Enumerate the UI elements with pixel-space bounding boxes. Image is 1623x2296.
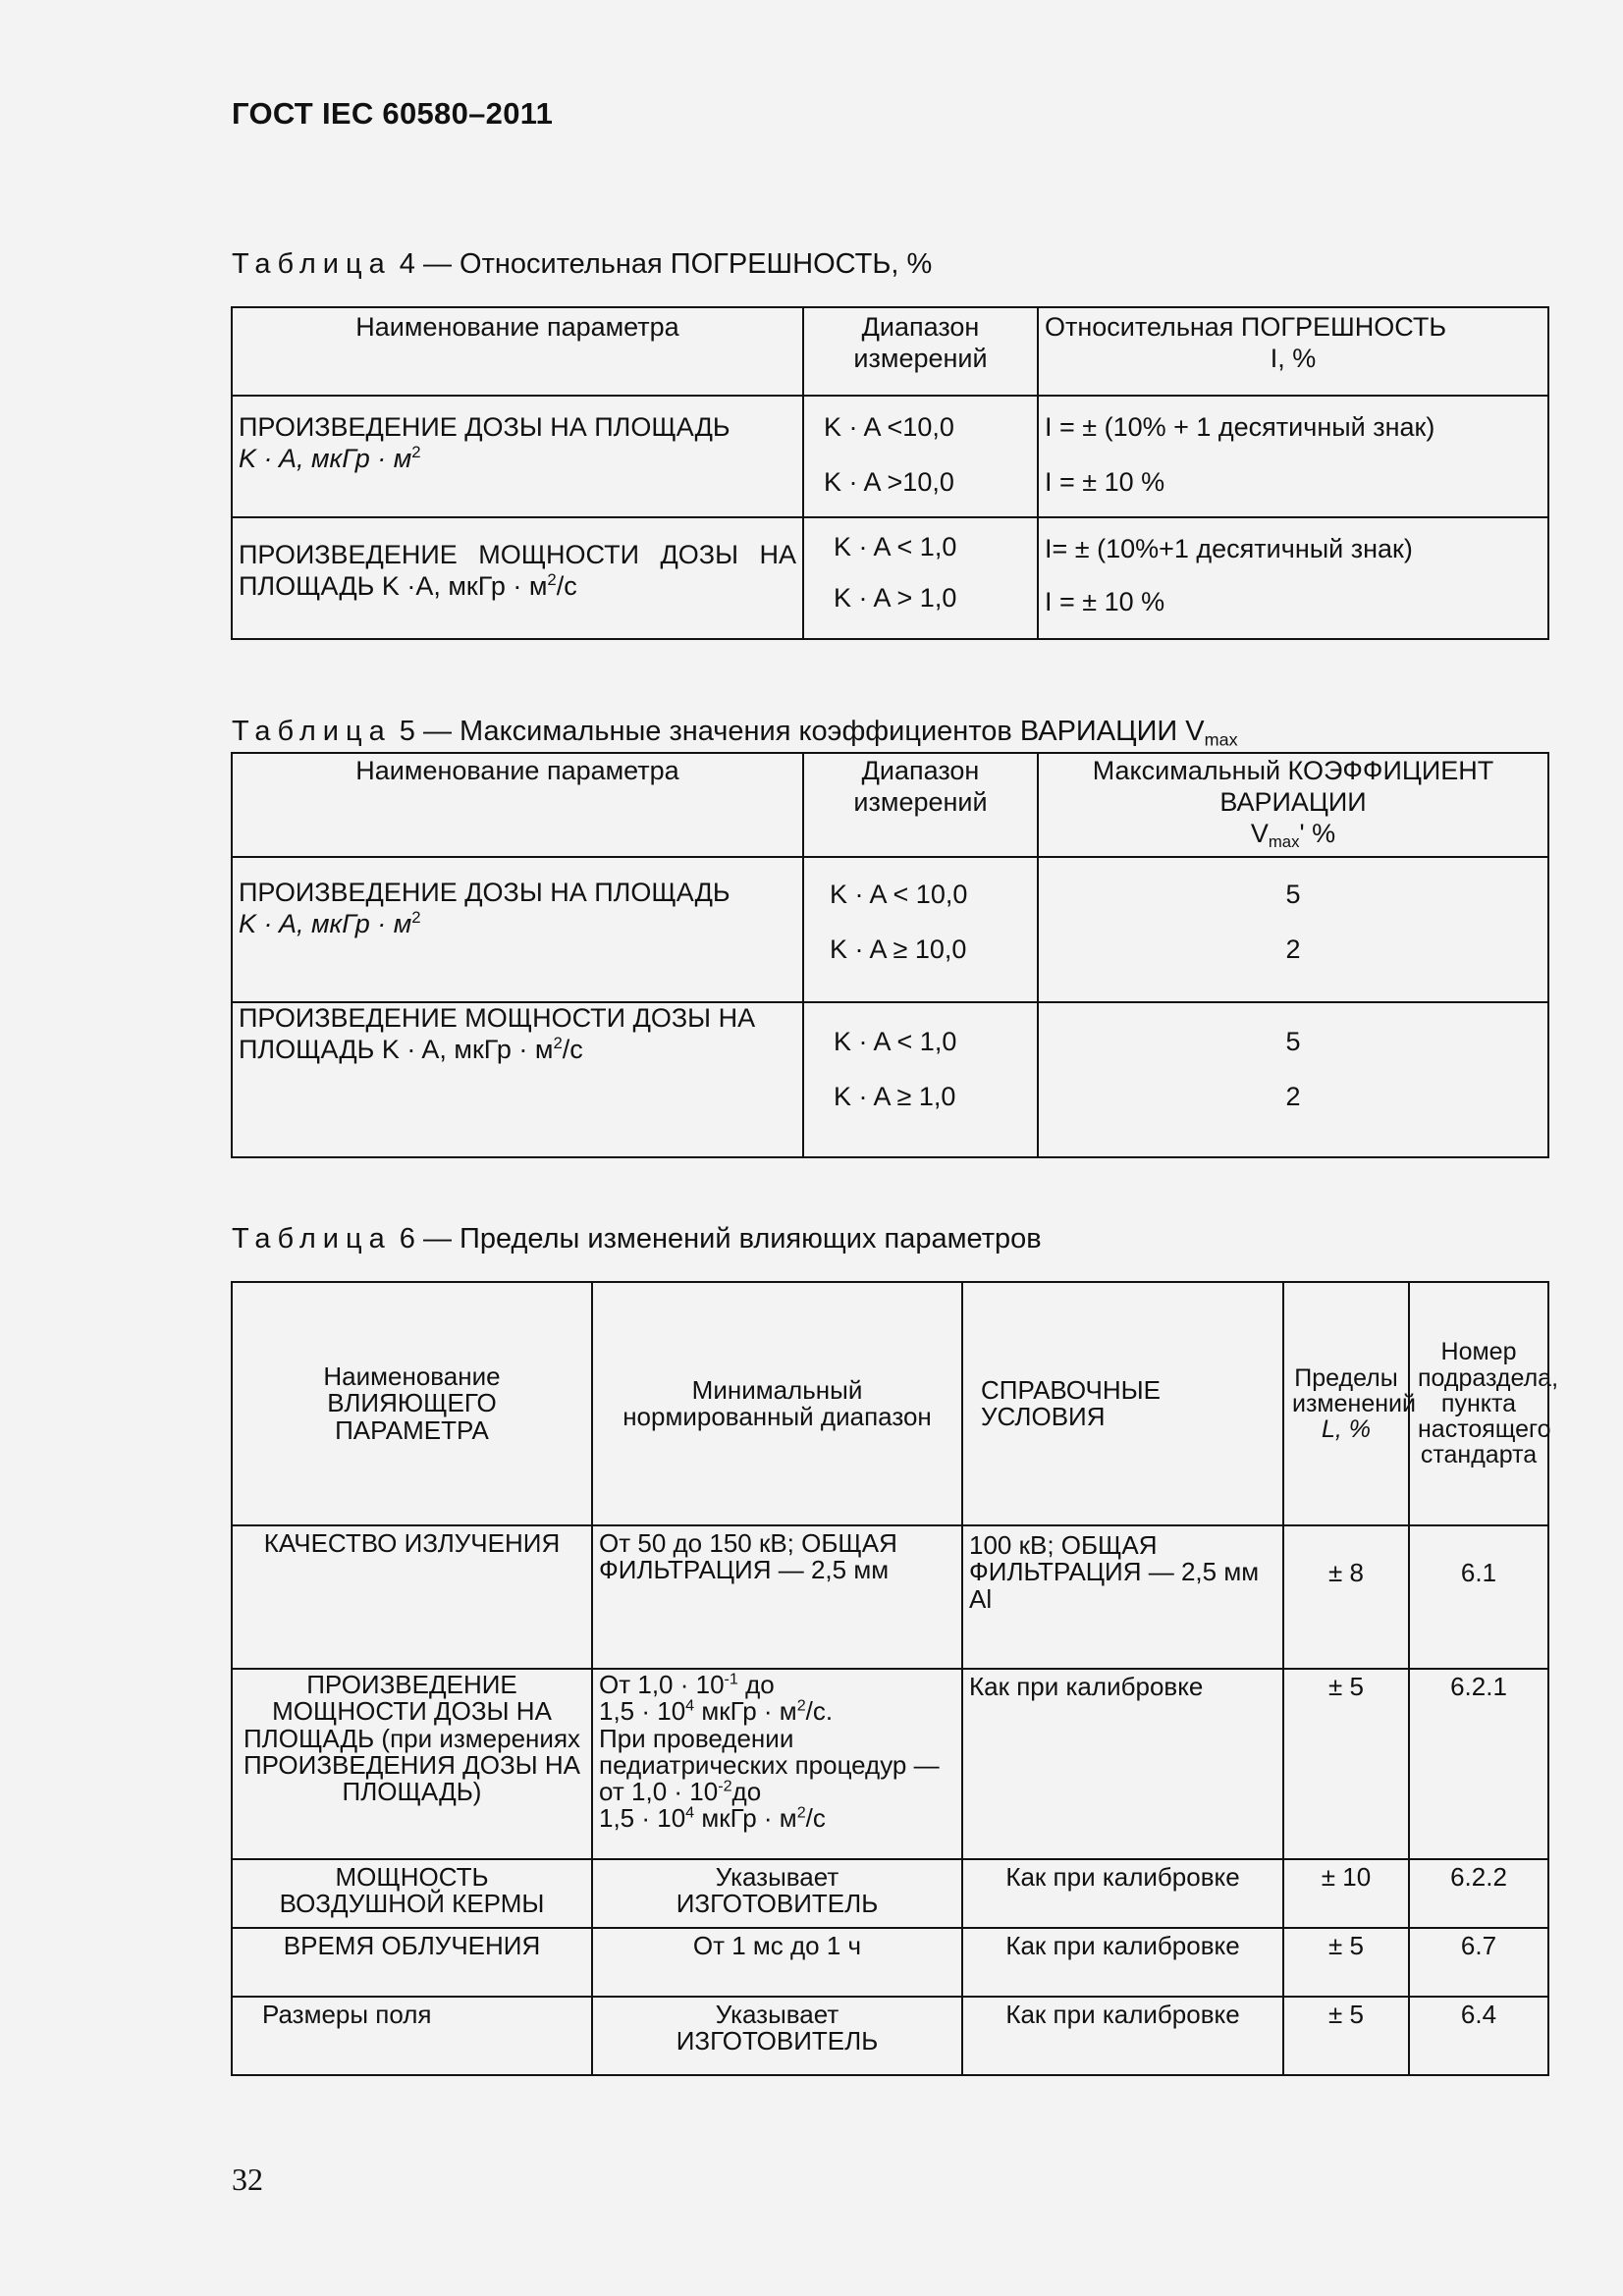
table5-caption-text: 5 — Максимальные значения коэффициентов ВАРИАЦИИ V [399, 716, 1205, 747]
table6-row2-clause: 6.2.1 [1409, 1669, 1548, 1859]
table-row [232, 857, 1548, 1002]
table5 [231, 752, 1549, 1158]
error-value: I = ± 10 % [1045, 586, 1165, 616]
document-header: ГОСТ IEC 60580–2011 [232, 96, 554, 131]
range-line: При проведении педиатрических процедур — [599, 1723, 940, 1780]
table-row [232, 517, 1548, 639]
table6-header-limits [1283, 1282, 1416, 1525]
table6-header-clause: Номер подраздела, пункта настоящего стандарта [1409, 1282, 1548, 1525]
table5-header-param: Наименование параметра [232, 753, 803, 857]
param-line2: K · A, мкГр · $м^2$ [239, 907, 421, 938]
table6-header-limits-title: Пределы изменений [1292, 1363, 1416, 1417]
table6-row4-range: От 1 мс до 1 ч [592, 1928, 962, 1997]
range-value: K · A > 1,0 [834, 582, 957, 613]
table6-row1-limits: ± 8 [1283, 1525, 1409, 1669]
table6-row3-range: Указывает ИЗГОТОВИТЕЛЬ [592, 1859, 962, 1928]
table6-header-param: Наименование ВЛИЯЮЩЕГО ПАРАМЕТРА [232, 1282, 592, 1525]
table-row [232, 1859, 1548, 1928]
table6-row1-clause: 6.1 [1409, 1525, 1548, 1669]
range-value: K · A ≥ 1,0 [834, 1081, 956, 1111]
table6-row3-ref: Как при калибровке [962, 1859, 1283, 1928]
table5-header-row [232, 753, 1548, 857]
table6-row2-limits: ± 5 [1283, 1669, 1409, 1859]
param-line1: ПРОИЗВЕДЕНИЕ МОЩНОСТИ ДОЗЫ НА [239, 1003, 756, 1033]
table-row [232, 1669, 1548, 1859]
table4-row2-range [803, 517, 1038, 639]
table6-row5-param: Размеры поля [232, 1997, 592, 2075]
table4-header-error-unit: I, % [1270, 343, 1317, 373]
param-line2: ПЛОЩАДЬ K ·A, мкГр · $м^2/с$ [239, 569, 577, 601]
table4-row2-error [1038, 517, 1548, 639]
range-value: K · A >10,0 [824, 466, 954, 497]
table6-row4-ref: Как при калибровке [962, 1928, 1283, 1997]
table6-caption-word: Таблица [232, 1223, 392, 1255]
table6-caption-text: 6 — Пределы изменений влияющих параметров [399, 1223, 1042, 1255]
table6-header-limits-unit: L, % [1321, 1415, 1372, 1444]
page-number: 32 [232, 2162, 263, 2197]
table5-header-coef [1038, 753, 1548, 857]
table6-header-range: Минимальный нормированный диапазон [592, 1282, 962, 1525]
table5-caption-sub: max [1204, 729, 1238, 750]
table6 [231, 1281, 1559, 2076]
coef-value: 2 [1285, 934, 1301, 964]
table6-row2-ref: Как при калибровке [962, 1669, 1283, 1859]
table6-row5-limits: ± 5 [1283, 1997, 1409, 2075]
table6-header-ref: СПРАВОЧНЫЕ УСЛОВИЯ [962, 1282, 1283, 1525]
table5-row1-param [232, 857, 803, 1002]
table-row [232, 396, 1548, 517]
table4-caption [232, 248, 932, 281]
table4-header-error-title: Относительная ПОГРЕШНОСТЬ [1045, 312, 1447, 342]
table4-caption-text: 4 — Относительная ПОГРЕШНОСТЬ, % [399, 248, 933, 280]
table6-row3-limits: ± 10 [1283, 1859, 1409, 1928]
table4-header-param: Наименование параметра [232, 307, 803, 396]
coef-value: 5 [1285, 1027, 1301, 1056]
table4-header-error [1038, 307, 1548, 396]
table6-row2-param: ПРОИЗВЕДЕНИЕ МОЩНОСТИ ДОЗЫ НА ПЛОЩАДЬ (при измерениях ПРОИЗВЕДЕНИЯ ДОЗЫ НА ПЛОЩАДЬ) [232, 1669, 592, 1859]
table6-row1-range: От 50 до 150 кВ; ОБЩАЯ ФИЛЬТРАЦИЯ — 2,5 мм [592, 1525, 962, 1669]
table5-caption-word: Таблица [232, 716, 392, 747]
range-value: K · A < 10,0 [830, 880, 968, 909]
table4-header-range: Диапазон измерений [803, 307, 1038, 396]
range-value: K · A <10,0 [824, 412, 954, 442]
table-row [232, 1928, 1548, 1997]
table4 [231, 306, 1549, 640]
table6-row5-ref: Как при калибровке [962, 1997, 1283, 2075]
range-line: От $1,0 \cdot 10^{-1}$ до [599, 1670, 775, 1699]
table-row [232, 1002, 1548, 1157]
table5-row1-range [803, 857, 1038, 1002]
range-line: $1,5 \cdot 10^4$ мкГр · $м^2/с$. [599, 1696, 834, 1727]
error-value: I = ± 10 % [1045, 466, 1165, 497]
table6-row3-clause: 6.2.2 [1409, 1859, 1548, 1928]
table4-row1-param [232, 396, 803, 517]
table-row [232, 1525, 1548, 1669]
table5-row2-values [1038, 1002, 1548, 1157]
range-value: K · A < 1,0 [834, 532, 957, 561]
coef-value: 2 [1285, 1081, 1301, 1111]
param-line2: ПЛОЩАДЬ K · A, мкГр · $м^2/с$ [239, 1033, 583, 1064]
table5-row1-values [1038, 857, 1548, 1002]
table6-row5-range: Указывает ИЗГОТОВИТЕЛЬ [592, 1997, 962, 2075]
range-value: K · A ≥ 10,0 [830, 934, 967, 964]
coef-value: 5 [1285, 880, 1301, 909]
table6-header-row [232, 1282, 1548, 1525]
range-value: K · A < 1,0 [834, 1027, 957, 1056]
param-line1: ПРОИЗВЕДЕНИЕ МОЩНОСТИ ДОЗЫ НА [239, 540, 796, 569]
table5-row2-range [803, 1002, 1038, 1157]
param-line1: ПРОИЗВЕДЕНИЕ ДОЗЫ НА ПЛОЩАДЬ [239, 412, 730, 442]
range-line: $1,5 \cdot 10^4$ мкГр · $м^2/с$ [599, 1803, 826, 1834]
table4-row2-param [232, 517, 803, 639]
table6-row1-ref: 100 кВ; ОБЩАЯ ФИЛЬТРАЦИЯ — 2,5 мм Al [962, 1525, 1283, 1669]
error-value: I = ± (10% + 1 десятичный знак) [1045, 412, 1435, 442]
param-line2: K · A, мкГр · $м^2$ [239, 442, 421, 473]
table6-row1-param: КАЧЕСТВО ИЗЛУЧЕНИЯ [232, 1525, 592, 1669]
table5-header-range: Диапазон измерений [803, 753, 1038, 857]
table6-row4-clause: 6.7 [1409, 1928, 1548, 1997]
table6-row2-range [592, 1669, 962, 1859]
table5-header-coef-title: Максимальный КОЭФФИЦИЕНТ ВАРИАЦИИ [1092, 756, 1494, 817]
table4-caption-word: Таблица [232, 248, 392, 280]
table4-row1-range [803, 396, 1038, 517]
table5-row2-param [232, 1002, 803, 1157]
table-row [232, 1997, 1548, 2075]
table4-header-row [232, 307, 1548, 396]
table4-row1-error [1038, 396, 1548, 517]
table5-header-coef-symbol: $V_{max}'$ % [1250, 818, 1336, 851]
table6-row4-limits: ± 5 [1283, 1928, 1409, 1997]
table6-row5-clause: 6.4 [1409, 1997, 1548, 2075]
table6-row4-param: ВРЕМЯ ОБЛУЧЕНИЯ [232, 1928, 592, 1997]
table6-row3-param: МОЩНОСТЬ ВОЗДУШНОЙ КЕРМЫ [232, 1859, 592, 1928]
table5-caption [232, 716, 1238, 748]
table6-caption [232, 1223, 1042, 1255]
param-line1: ПРОИЗВЕДЕНИЕ ДОЗЫ НА ПЛОЩАДЬ [239, 878, 730, 907]
range-line: от $1,0 \cdot 10^{-2}до$ [599, 1777, 762, 1807]
error-value: I= ± (10%+1 десятичный знак) [1045, 534, 1413, 563]
